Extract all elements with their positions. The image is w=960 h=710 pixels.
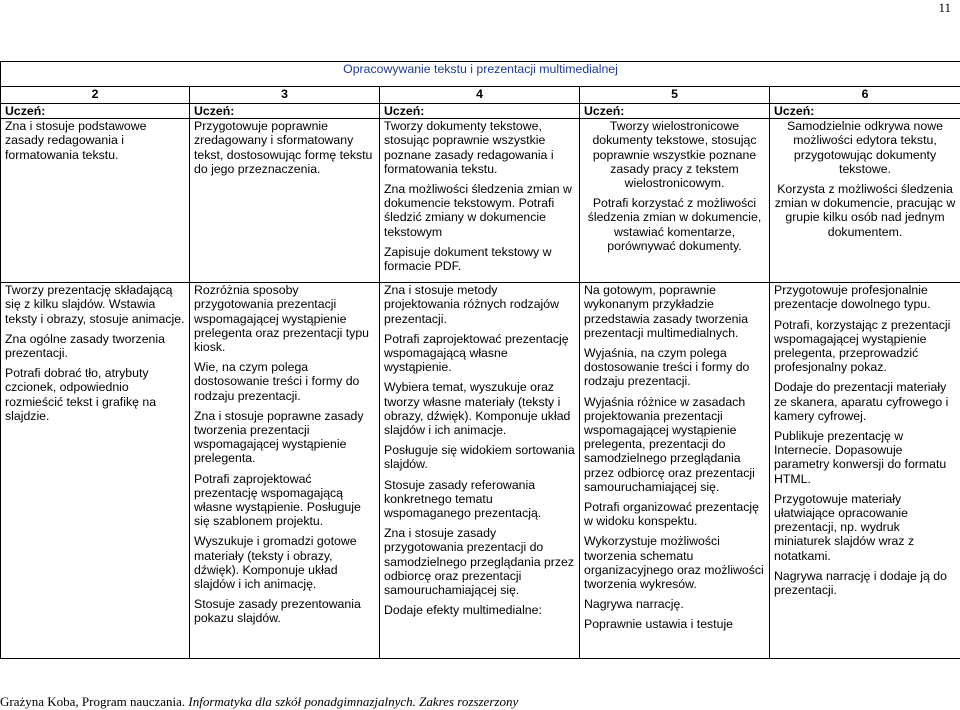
requirement-text: Dodaje do prezentacji materiały ze skanera, aparatu cyfrowego i kamery cyfrowej.	[774, 380, 949, 423]
requirement-text: Przygotowuje profesjonalnie prezentacje dowolnego typu.	[774, 283, 931, 312]
requirement-text: Przygotowuje materiały ułatwiające opracowanie prezentacji, np. wydruk miniaturek slajdów wraz z notatkami.	[774, 491, 915, 563]
level-4-header: 4	[380, 87, 580, 104]
requirement-text: Rozróżnia sposoby przygotowania prezentacji wspomagającej wystąpienie prelegenta oraz prezentacji typu kiosk.	[194, 283, 369, 355]
requirement-text: Zna i stosuje zasady przygotowania prezentacji do samodzielnego przeglądania przez odbiorcę oraz prezentacji samouruchamiającej się.	[384, 526, 575, 598]
requirements-cell	[1, 283, 190, 659]
title-row	[1, 62, 960, 87]
student-label: Uczeń:	[1, 104, 190, 119]
page-number: 11	[938, 0, 951, 15]
requirement-text: Posługuje się widokiem sortowania slajdów.	[384, 443, 575, 472]
requirement-text: Wyjaśnia różnice w zasadach projektowania prezentacji wspomagającej wystąpienie prelegenta, prezentacji do samodzielnego przeglądania przez odbiorcę oraz prezentacji samouruchamiającej się.	[584, 394, 755, 494]
requirement-text: Potrafi zaprojektować prezentację wspomagającą własne wystąpienie.	[384, 331, 569, 375]
requirement-text: Zna ogólne zasady tworzenia prezentacji.	[5, 331, 165, 361]
student-label: Uczeń:	[580, 104, 770, 119]
requirement-text: Tworzy wielostronicowe dokumenty tekstowe, stosując poprawnie wszystkie poznane zasady pracy z tekstem wielostronicowym.	[592, 119, 757, 191]
requirement-text: Potrafi dobrać tło, atrybuty czcionek, odpowiednio rozmieścić tekst i grafikę na slajdzie.	[5, 366, 157, 423]
requirement-text: Potrafi zaprojektować prezentację wspomagającą własne wystąpienie. Posługuje się szablonem projektu.	[194, 471, 361, 529]
requirements-cell	[580, 283, 770, 659]
requirement-text: Samodzielnie odkrywa nowe możliwości edytora tekstu, przygotowując dokumenty tekstowe.	[787, 119, 943, 176]
requirement-text: Zna i stosuje podstawowe zasady redagowania i formatowania tekstu.	[5, 119, 147, 162]
requirement-text: Nagrywa narrację.	[584, 597, 684, 612]
text-editing-row	[1, 119, 960, 283]
level-3-header: 3	[190, 87, 380, 104]
requirements-cell	[380, 283, 580, 659]
requirements-cell	[190, 283, 380, 659]
level-5-header: 5	[580, 87, 770, 104]
requirement-text: Potrafi, korzystając z prezentacji wspomagającej wystąpienie prelegenta, przeprowadzić profesjonalny pokaz.	[774, 317, 951, 375]
student-label: Uczeń:	[770, 104, 960, 119]
level-row	[1, 87, 960, 104]
footer-title: Informatyka dla szkół ponadgimnazjalnych. Zakres rozszerzony	[188, 694, 519, 709]
page-footer	[0, 694, 518, 710]
requirements-cell	[380, 119, 580, 283]
requirements-cell	[1, 119, 190, 283]
requirements-cell	[770, 119, 960, 283]
requirement-text: Publikuje prezentację w Internecie. Dopasowuje parametry konwersji do formatu HTML.	[774, 429, 947, 486]
section-title: Opracowywanie tekstu i prezentacji multimedialnej	[1, 62, 960, 87]
presentation-row	[1, 283, 960, 659]
requirement-text: Stosuje zasady referowania konkretnego tematu wspomaganego prezentacją.	[384, 477, 542, 521]
requirements-cell	[190, 119, 380, 283]
requirement-text: Poprawnie ustawia i testuje	[584, 617, 734, 632]
requirement-text: Zna możliwości śledzenia zmian w dokumencie tekstowym. Potrafi śledzić zmiany w dokumencie tekstowym	[384, 182, 572, 239]
curriculum-table	[0, 61, 960, 659]
requirement-text: Tworzy dokumenty tekstowe, stosując poprawnie wszystkie poznane zasady redagowania i formatowania tekstu.	[384, 119, 554, 176]
requirement-text: Nagrywa narrację i dodaje ją do prezentacji.	[774, 568, 947, 598]
requirement-text: Potrafi organizować prezentację w widoku konspektu.	[584, 500, 759, 529]
requirement-text: Dodaje efekty multimedialne:	[384, 603, 542, 618]
requirement-text: Zapisuje dokument tekstowy w formacie PDF.	[384, 244, 552, 274]
requirement-text: Tworzy prezentację składającą się z kilku slajdów. Wstawia teksty i obrazy, stosuje animacje.	[5, 283, 185, 326]
requirement-text: Stosuje zasady prezentowania pokazu slajdów.	[194, 597, 361, 626]
footer-author: Grażyna Koba, Program nauczania.	[0, 694, 189, 709]
requirement-text: Wyszukuje i gromadzi gotowe materiały (teksty i obrazy, dźwięk). Komponuje układ slajdów i ich animację.	[194, 534, 357, 592]
requirement-text: Na gotowym, poprawnie wykonanym przykładzie przedstawia zasady tworzenia prezentacji multimedialnych.	[584, 283, 749, 340]
student-label: Uczeń:	[380, 104, 580, 119]
requirements-cell	[770, 283, 960, 659]
student-label: Uczeń:	[190, 104, 380, 119]
requirement-text: Wie, na czym polega dostosowanie treści i formy do rodzaju prezentacji.	[194, 360, 360, 403]
requirement-text: Zna i stosuje poprawne zasady tworzenia prezentacji wspomagającej wystąpienie prelegenta.	[194, 408, 364, 466]
requirement-text: Zna i stosuje metody projektowania różnych rodzajów prezentacji.	[384, 283, 559, 326]
level-2-header: 2	[1, 87, 190, 104]
requirement-text: Potrafi korzystać z możliwości śledzenia zmian w dokumencie, wstawiać komentarze, porównywać dokumenty.	[587, 196, 762, 253]
level-6-header: 6	[770, 87, 960, 104]
requirement-text: Wykorzystuje możliwości tworzenia schematu organizacyjnego oraz możliwości tworzenia wykresów.	[584, 534, 764, 592]
requirement-text: Przygotowuje poprawnie zredagowany i sformatowany tekst, dostosowując formę tekstu do jego przeznaczenia.	[194, 119, 373, 176]
student-label-row	[1, 104, 960, 119]
requirements-cell	[580, 119, 770, 283]
requirement-text: Korzysta z możliwości śledzenia zmian w dokumencie, pracując w grupie kilku osób nad jednym dokumentem.	[774, 182, 956, 239]
requirement-text: Wyjaśnia, na czym polega dostosowanie treści i formy do rodzaju prezentacji.	[584, 346, 750, 389]
requirement-text: Wybiera temat, wyszukuje oraz tworzy własne materiały (teksty i obrazy, dźwięk). Komponuje układ slajdów i ich animacje.	[384, 380, 571, 438]
